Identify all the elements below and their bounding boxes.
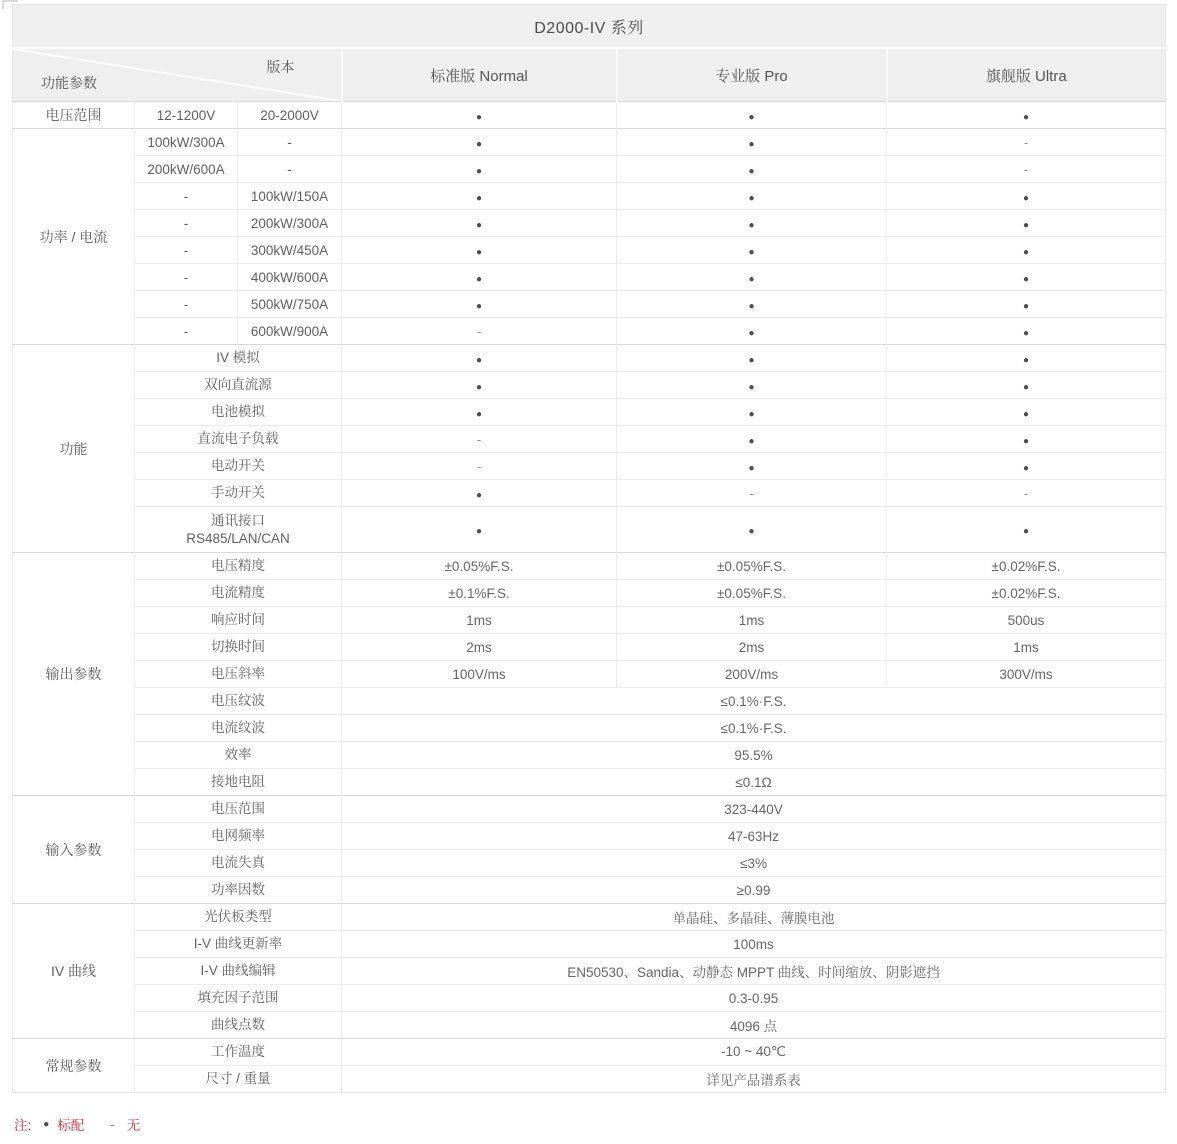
value-cell bbox=[617, 183, 887, 210]
param-cell bbox=[135, 580, 342, 607]
param-cell: - bbox=[238, 156, 342, 183]
value-cell bbox=[887, 318, 1166, 345]
param-cell bbox=[135, 661, 342, 688]
param-line: 电流纹波 bbox=[211, 720, 265, 735]
param-line: 电池模拟 bbox=[211, 404, 265, 419]
standard-dot-icon: ● bbox=[748, 138, 755, 150]
standard-dot-icon: ● bbox=[1022, 300, 1030, 312]
param-cell bbox=[135, 480, 342, 507]
category-cell: 功率 / 电流 bbox=[13, 129, 135, 345]
none-dash-icon: - bbox=[1023, 134, 1029, 150]
table-row bbox=[13, 156, 1166, 183]
param-cell bbox=[135, 850, 342, 877]
standard-dot-icon: ● bbox=[475, 219, 483, 231]
value-cell: 95.5% bbox=[342, 742, 1166, 769]
value-cell bbox=[617, 318, 887, 345]
table-row bbox=[13, 580, 1166, 607]
value-cell bbox=[342, 237, 617, 264]
table-row bbox=[13, 958, 1166, 985]
standard-dot-icon: ● bbox=[1022, 381, 1030, 393]
value-cell bbox=[342, 183, 617, 210]
param-cell bbox=[135, 1066, 342, 1093]
value-cell: 详见产品谱系表 bbox=[342, 1066, 1166, 1093]
standard-dot-icon: ● bbox=[1022, 246, 1030, 258]
param-cell: - bbox=[135, 318, 238, 345]
standard-dot-icon: ● bbox=[1022, 435, 1030, 447]
param-cell: - bbox=[135, 183, 238, 210]
standard-dot-icon: ● bbox=[748, 273, 755, 285]
standard-dot-icon: ● bbox=[748, 462, 755, 474]
value-cell bbox=[617, 237, 887, 264]
param-cell: 400kW/600A bbox=[238, 264, 342, 291]
param-line: 效率 bbox=[224, 747, 252, 762]
standard-dot-icon: ● bbox=[475, 111, 483, 123]
value-cell bbox=[342, 264, 617, 291]
value-cell bbox=[342, 156, 617, 183]
param-cell: - bbox=[135, 264, 238, 291]
table-row bbox=[13, 877, 1166, 904]
value-cell: 0.3-0.95 bbox=[342, 985, 1166, 1012]
param-cell bbox=[135, 796, 342, 823]
value-cell bbox=[617, 102, 887, 129]
value-cell bbox=[617, 399, 887, 426]
param-cell bbox=[135, 553, 342, 580]
table-row bbox=[13, 507, 1166, 553]
value-cell: ≤0.1Ω bbox=[342, 769, 1166, 796]
value-cell bbox=[887, 183, 1166, 210]
standard-dot-icon: ● bbox=[1022, 327, 1030, 339]
param-cell bbox=[135, 507, 342, 553]
value-cell bbox=[342, 102, 617, 129]
param-cell bbox=[135, 453, 342, 480]
value-cell bbox=[342, 210, 617, 237]
value-cell bbox=[887, 264, 1166, 291]
table-row bbox=[13, 102, 1166, 129]
param-cell: - bbox=[135, 291, 238, 318]
param-line: 电网频率 bbox=[211, 828, 265, 843]
table-row bbox=[13, 210, 1166, 237]
table-row bbox=[13, 823, 1166, 850]
standard-dot-icon: ● bbox=[475, 381, 483, 393]
standard-dot-icon: ● bbox=[748, 192, 755, 204]
value-cell bbox=[617, 372, 887, 399]
value-cell bbox=[342, 345, 617, 372]
column-header-ultra: 旗舰版 Ultra bbox=[887, 48, 1166, 102]
param-cell bbox=[135, 715, 342, 742]
standard-dot-icon: ● bbox=[475, 300, 483, 312]
corner-label-parameters: 功能参数 bbox=[41, 75, 97, 91]
value-cell bbox=[887, 507, 1166, 553]
param-cell bbox=[135, 877, 342, 904]
param-line: 通讯接口 bbox=[211, 512, 265, 528]
none-dash-icon: - bbox=[476, 431, 482, 447]
param-line: 双向直流源 bbox=[204, 377, 272, 392]
param-cell bbox=[135, 634, 342, 661]
value-cell: 300V/ms bbox=[887, 661, 1166, 688]
category-cell: 功能 bbox=[13, 345, 135, 553]
title-row bbox=[13, 5, 1166, 49]
param-cell: - bbox=[238, 129, 342, 156]
param-line: 工作温度 bbox=[211, 1044, 265, 1059]
spec-sheet bbox=[12, 4, 1165, 1093]
spec-table-head bbox=[13, 5, 1166, 102]
value-cell: 1ms bbox=[617, 607, 887, 634]
category-cell: IV 曲线 bbox=[13, 904, 135, 1039]
standard-dot-icon: ● bbox=[475, 526, 483, 537]
standard-dot-icon: ● bbox=[748, 354, 755, 366]
value-cell bbox=[617, 156, 887, 183]
param-cell bbox=[135, 345, 342, 372]
value-cell: 200V/ms bbox=[617, 661, 887, 688]
value-cell: ±0.05%F.S. bbox=[617, 580, 887, 607]
param-line: 光伏板类型 bbox=[204, 909, 272, 924]
param-line: 功率因数 bbox=[211, 882, 265, 897]
value-cell bbox=[887, 345, 1166, 372]
table-row bbox=[13, 129, 1166, 156]
param-line: 尺寸 / 重量 bbox=[205, 1071, 271, 1086]
column-header-normal: 标准版 Normal bbox=[342, 48, 617, 102]
value-cell: 单晶硅、多晶硅、薄膜电池 bbox=[342, 904, 1166, 931]
param-line: RS485/LAN/CAN bbox=[186, 530, 290, 546]
value-cell: ≤0.1%·F.S. bbox=[342, 688, 1166, 715]
value-cell: ≤3% bbox=[342, 850, 1166, 877]
value-cell bbox=[887, 156, 1166, 183]
param-cell bbox=[135, 1039, 342, 1066]
value-cell bbox=[617, 507, 887, 553]
value-cell bbox=[887, 210, 1166, 237]
legend-dash-icon: - bbox=[110, 1116, 115, 1132]
value-cell bbox=[617, 291, 887, 318]
standard-dot-icon: ● bbox=[748, 111, 755, 123]
standard-dot-icon: ● bbox=[1022, 219, 1030, 231]
category-cell: 输出参数 bbox=[13, 553, 135, 796]
value-cell bbox=[617, 480, 887, 507]
param-cell: - bbox=[135, 237, 238, 264]
table-row bbox=[13, 1066, 1166, 1093]
table-row bbox=[13, 742, 1166, 769]
page-title: D2000-IV 系列 bbox=[13, 5, 1166, 49]
standard-dot-icon: ● bbox=[475, 408, 483, 420]
category-cell: 输入参数 bbox=[13, 796, 135, 904]
none-dash-icon: - bbox=[1023, 485, 1029, 501]
none-dash-icon: - bbox=[749, 485, 754, 501]
standard-dot-icon: ● bbox=[1022, 408, 1030, 420]
standard-dot-icon: ● bbox=[748, 165, 755, 177]
param-cell bbox=[135, 769, 342, 796]
table-row bbox=[13, 318, 1166, 345]
value-cell bbox=[342, 453, 617, 480]
param-line: IV 模拟 bbox=[216, 350, 260, 365]
table-row bbox=[13, 904, 1166, 931]
standard-dot-icon: ● bbox=[1022, 192, 1030, 204]
standard-dot-icon: ● bbox=[475, 489, 483, 501]
standard-dot-icon: ● bbox=[475, 273, 483, 285]
value-cell bbox=[887, 102, 1166, 129]
param-line: 填充因子范围 bbox=[197, 990, 279, 1005]
table-row bbox=[13, 237, 1166, 264]
param-cell: 200kW/300A bbox=[238, 210, 342, 237]
standard-dot-icon: ● bbox=[475, 192, 483, 204]
param-line: I-V 曲线更新率 bbox=[193, 936, 283, 951]
value-cell bbox=[342, 480, 617, 507]
standard-dot-icon: ● bbox=[748, 300, 755, 312]
value-cell: 323-440V bbox=[342, 796, 1166, 823]
value-cell bbox=[342, 129, 617, 156]
value-cell bbox=[617, 426, 887, 453]
standard-dot-icon: ● bbox=[475, 138, 483, 150]
spec-table bbox=[12, 4, 1166, 1093]
param-line: 电压纹波 bbox=[211, 693, 265, 708]
value-cell bbox=[617, 129, 887, 156]
value-cell bbox=[887, 372, 1166, 399]
param-cell bbox=[135, 823, 342, 850]
none-dash-icon: - bbox=[476, 458, 482, 474]
table-row bbox=[13, 661, 1166, 688]
value-cell: ±0.02%F.S. bbox=[887, 580, 1166, 607]
none-dash-icon: - bbox=[476, 323, 482, 339]
table-row bbox=[13, 634, 1166, 661]
standard-dot-icon: ● bbox=[748, 526, 755, 537]
table-row bbox=[13, 850, 1166, 877]
param-cell bbox=[135, 426, 342, 453]
table-row bbox=[13, 769, 1166, 796]
standard-dot-icon: ● bbox=[1022, 111, 1030, 123]
param-cell bbox=[135, 688, 342, 715]
none-dash-icon: - bbox=[1023, 161, 1029, 177]
param-line: 手动开关 bbox=[211, 485, 265, 500]
value-cell: EN50530、Sandia、动静态 MPPT 曲线、时间缩放、阴影遮挡 bbox=[342, 958, 1166, 985]
header-row bbox=[13, 48, 1166, 102]
value-cell bbox=[342, 399, 617, 426]
value-cell bbox=[887, 399, 1166, 426]
standard-dot-icon: ● bbox=[748, 327, 755, 339]
param-cell: 500kW/750A bbox=[238, 291, 342, 318]
value-cell: 500us bbox=[887, 607, 1166, 634]
param-cell bbox=[135, 607, 342, 634]
param-line: 电流失真 bbox=[211, 855, 265, 870]
value-cell bbox=[887, 453, 1166, 480]
value-cell: -10 ~ 40℃ bbox=[342, 1039, 1166, 1066]
standard-dot-icon: ● bbox=[1022, 354, 1030, 366]
legend-note bbox=[14, 1114, 140, 1134]
standard-dot-icon: ● bbox=[748, 408, 755, 420]
table-row bbox=[13, 453, 1166, 480]
table-row bbox=[13, 426, 1166, 453]
param-line: 电流精度 bbox=[211, 585, 265, 600]
param-cell bbox=[135, 399, 342, 426]
value-cell bbox=[887, 426, 1166, 453]
value-cell: 4096 点 bbox=[342, 1012, 1166, 1039]
param-cell: 300kW/450A bbox=[238, 237, 342, 264]
value-cell bbox=[342, 318, 617, 345]
table-row bbox=[13, 607, 1166, 634]
value-cell: ≤0.1%·F.S. bbox=[342, 715, 1166, 742]
param-cell: 100kW/300A bbox=[135, 129, 238, 156]
standard-dot-icon: ● bbox=[475, 246, 483, 258]
param-cell bbox=[135, 985, 342, 1012]
param-line: 曲线点数 bbox=[211, 1017, 265, 1032]
spec-table-body bbox=[13, 102, 1166, 1093]
value-cell: 1ms bbox=[342, 607, 617, 634]
standard-dot-icon: ● bbox=[475, 354, 483, 366]
category-cell: 电压范围 bbox=[13, 102, 135, 129]
standard-dot-icon: ● bbox=[1022, 273, 1030, 285]
table-row bbox=[13, 931, 1166, 958]
standard-dot-icon: ● bbox=[748, 219, 755, 231]
param-cell: 100kW/150A bbox=[238, 183, 342, 210]
corner-header-cell bbox=[13, 48, 342, 102]
value-cell bbox=[617, 345, 887, 372]
value-cell: ±0.05%F.S. bbox=[342, 553, 617, 580]
param-line: 直流电子负载 bbox=[197, 431, 279, 446]
param-cell bbox=[135, 372, 342, 399]
legend-prefix: 注: bbox=[14, 1118, 32, 1133]
param-line: 电压范围 bbox=[211, 801, 265, 816]
value-cell bbox=[342, 507, 617, 553]
value-cell bbox=[887, 480, 1166, 507]
value-cell: ±0.1%F.S. bbox=[342, 580, 617, 607]
value-cell: ≥0.99 bbox=[342, 877, 1166, 904]
value-cell: 2ms bbox=[342, 634, 617, 661]
table-row bbox=[13, 715, 1166, 742]
corner-label-version: 版本 bbox=[266, 59, 295, 75]
table-row bbox=[13, 345, 1166, 372]
table-row bbox=[13, 985, 1166, 1012]
standard-dot-icon: ● bbox=[1022, 526, 1030, 537]
standard-dot-icon: ● bbox=[748, 381, 755, 393]
value-cell bbox=[342, 372, 617, 399]
param-line: 切换时间 bbox=[211, 639, 265, 654]
param-cell: 600kW/900A bbox=[238, 318, 342, 345]
column-header-pro: 专业版 Pro bbox=[617, 48, 887, 102]
value-cell bbox=[342, 291, 617, 318]
table-row bbox=[13, 1039, 1166, 1066]
standard-dot-icon: ● bbox=[748, 246, 755, 258]
param-line: 响应时间 bbox=[211, 612, 265, 627]
table-row bbox=[13, 264, 1166, 291]
standard-dot-icon: ● bbox=[475, 165, 483, 177]
value-cell bbox=[887, 291, 1166, 318]
param-cell bbox=[135, 742, 342, 769]
value-cell: 100ms bbox=[342, 931, 1166, 958]
table-row bbox=[13, 796, 1166, 823]
table-row bbox=[13, 399, 1166, 426]
param-line: I-V 曲线编辑 bbox=[200, 963, 276, 978]
legend-dot-label: 标配 bbox=[57, 1118, 85, 1133]
value-cell: 100V/ms bbox=[342, 661, 617, 688]
table-row bbox=[13, 291, 1166, 318]
value-cell: ±0.05%F.S. bbox=[617, 553, 887, 580]
param-cell bbox=[135, 958, 342, 985]
value-cell bbox=[342, 426, 617, 453]
legend-dot-icon: ● bbox=[43, 1118, 50, 1130]
value-cell: 1ms bbox=[887, 634, 1166, 661]
value-cell bbox=[887, 237, 1166, 264]
value-cell: 47-63Hz bbox=[342, 823, 1166, 850]
legend-dash-label: 无 bbox=[126, 1118, 141, 1133]
param-cell bbox=[135, 1012, 342, 1039]
param-cell bbox=[135, 931, 342, 958]
category-cell: 常规参数 bbox=[13, 1039, 135, 1093]
value-cell: 2ms bbox=[617, 634, 887, 661]
table-row bbox=[13, 1012, 1166, 1039]
standard-dot-icon: ● bbox=[1022, 462, 1030, 474]
param-line: 电动开关 bbox=[211, 458, 265, 473]
param-line: 接地电阻 bbox=[211, 774, 265, 789]
param-cell: 20-2000V bbox=[238, 102, 342, 129]
table-row bbox=[13, 688, 1166, 715]
value-cell bbox=[617, 453, 887, 480]
standard-dot-icon: ● bbox=[748, 435, 755, 447]
table-row bbox=[13, 372, 1166, 399]
param-line: 电压精度 bbox=[211, 558, 265, 573]
param-line: 电压斜率 bbox=[211, 666, 265, 681]
value-cell bbox=[617, 264, 887, 291]
table-row bbox=[13, 480, 1166, 507]
value-cell: ±0.02%F.S. bbox=[887, 553, 1166, 580]
param-cell bbox=[135, 904, 342, 931]
value-cell bbox=[617, 210, 887, 237]
param-cell: 200kW/600A bbox=[135, 156, 238, 183]
value-cell bbox=[887, 129, 1166, 156]
table-row bbox=[13, 553, 1166, 580]
param-cell: 12-1200V bbox=[135, 102, 238, 129]
table-row bbox=[13, 183, 1166, 210]
param-cell: - bbox=[135, 210, 238, 237]
